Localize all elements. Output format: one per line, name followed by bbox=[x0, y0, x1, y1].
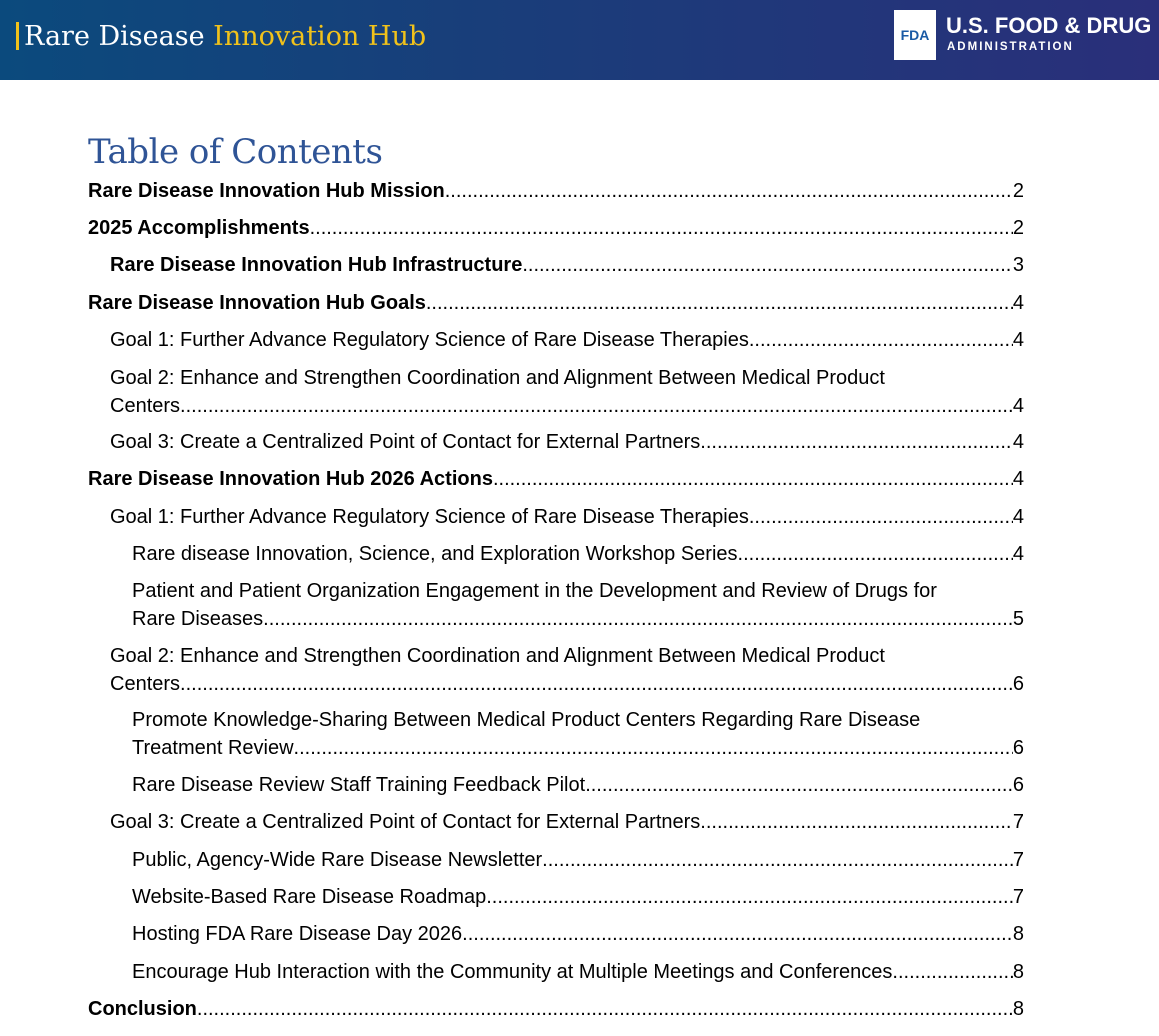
toc-page-number: 6 bbox=[1012, 774, 1024, 796]
toc-page-number: 3 bbox=[1012, 254, 1024, 276]
toc-entry-text: Rare Disease Innovation Hub Mission bbox=[88, 180, 445, 202]
toc-page-number: 2 bbox=[1012, 217, 1024, 239]
toc-leader bbox=[486, 883, 1013, 911]
toc-leader bbox=[700, 808, 1013, 836]
toc-entry-roadmap[interactable] bbox=[132, 883, 1024, 911]
toc-page-number: 7 bbox=[1012, 886, 1024, 908]
toc-leader bbox=[180, 392, 1013, 420]
toc-entry-text: Goal 3: Create a Centralized Point of Contact for External Partners bbox=[110, 811, 701, 833]
toc-page-number: 8 bbox=[1012, 998, 1024, 1020]
toc-leader bbox=[749, 503, 1013, 531]
toc-entry-text: Hosting FDA Rare Disease Day 2026 bbox=[132, 923, 463, 945]
toc-page-number: 7 bbox=[1012, 849, 1024, 871]
toc-page-number: 4 bbox=[1012, 506, 1024, 528]
toc-entry-rare-disease-day[interactable] bbox=[132, 920, 1024, 948]
toc-entry-text-line2: Centers bbox=[110, 395, 181, 417]
toc-entry-text: Rare Disease Review Staff Training Feedback Pilot bbox=[132, 774, 586, 796]
toc-leader bbox=[738, 540, 1013, 568]
toc-entry-actions-goal-3[interactable] bbox=[110, 808, 1024, 836]
toc-entry-patient-engagement[interactable] bbox=[132, 577, 1024, 633]
toc-entry-text: 2025 Accomplishments bbox=[88, 217, 310, 239]
hub-title-white: Rare Disease bbox=[24, 21, 214, 52]
toc-entry-training-pilot[interactable] bbox=[132, 771, 1024, 799]
toc-leader bbox=[197, 995, 1013, 1023]
toc-entry-newsletter[interactable] bbox=[132, 846, 1024, 874]
toc-leader bbox=[310, 214, 1013, 242]
toc-entry-goal-2[interactable] bbox=[110, 364, 1024, 420]
toc-entry-workshop-series[interactable] bbox=[132, 540, 1024, 568]
toc-entry-text: Rare Disease Innovation Hub 2026 Actions bbox=[88, 468, 493, 490]
fda-logo-icon: FDA bbox=[894, 10, 936, 60]
toc-entry-knowledge-sharing[interactable] bbox=[132, 706, 1024, 762]
toc-page-number: 4 bbox=[1012, 395, 1024, 417]
toc-entry-community-meetings[interactable] bbox=[132, 958, 1024, 986]
hub-title-gold: Innovation Hub bbox=[213, 21, 427, 52]
toc-page-number: 5 bbox=[1012, 608, 1024, 630]
toc-page-number: 4 bbox=[1012, 292, 1024, 314]
toc-leader bbox=[294, 734, 1013, 762]
toc-leader bbox=[426, 289, 1013, 317]
toc-entry-text-line1: Goal 2: Enhance and Strengthen Coordination and Alignment Between Medical Product bbox=[110, 367, 885, 389]
hub-title bbox=[16, 19, 426, 55]
toc-entry-text: Goal 1: Further Advance Regulatory Science of Rare Disease Therapies bbox=[110, 506, 749, 528]
toc-leader bbox=[585, 771, 1013, 799]
toc-leader bbox=[493, 465, 1013, 493]
toc-leader bbox=[462, 920, 1013, 948]
toc-leader bbox=[180, 670, 1013, 698]
toc-leader bbox=[542, 846, 1013, 874]
toc-leader bbox=[892, 958, 1012, 986]
toc-entry-text: Conclusion bbox=[88, 998, 197, 1020]
toc-entry-text-line2: Rare Diseases bbox=[132, 608, 264, 630]
toc-entry-text: Rare Disease Innovation Hub Infrastructure bbox=[110, 254, 523, 276]
toc-entry-hub-goals[interactable] bbox=[88, 289, 1024, 317]
toc-page-number: 4 bbox=[1012, 329, 1024, 351]
toc-entry-conclusion[interactable] bbox=[88, 995, 1024, 1023]
toc-entry-text: Encourage Hub Interaction with the Community at Multiple Meetings and Conferences bbox=[132, 961, 893, 983]
title-accent-bar bbox=[16, 22, 19, 50]
toc-leader bbox=[445, 177, 1013, 205]
toc-page-number: 4 bbox=[1012, 431, 1024, 453]
toc-entry-text-line1: Patient and Patient Organization Engagement in the Development and Review of Drugs for bbox=[132, 580, 937, 602]
toc-entry-text: Public, Agency-Wide Rare Disease Newsletter bbox=[132, 849, 543, 871]
toc-entry-text-line2: Treatment Review bbox=[132, 737, 294, 759]
toc-entry-actions-goal-2[interactable] bbox=[110, 642, 1024, 698]
toc-entry-2026-actions[interactable] bbox=[88, 465, 1024, 493]
toc-page-number: 2 bbox=[1012, 180, 1024, 202]
toc-entry-text: Goal 3: Create a Centralized Point of Contact for External Partners bbox=[110, 431, 701, 453]
toc-entry-hub-infrastructure[interactable] bbox=[110, 251, 1024, 279]
toc-leader bbox=[700, 428, 1013, 456]
toc-page-number: 6 bbox=[1012, 737, 1024, 759]
toc-entry-text: Rare Disease Innovation Hub Goals bbox=[88, 292, 426, 314]
toc-leader bbox=[749, 326, 1013, 354]
toc-entry-2025-accomplishments[interactable] bbox=[88, 214, 1024, 242]
toc-leader bbox=[263, 605, 1013, 633]
toc-entry-text-line1: Goal 2: Enhance and Strengthen Coordination and Alignment Between Medical Product bbox=[110, 645, 885, 667]
toc-entry-text-line1: Promote Knowledge-Sharing Between Medical Product Centers Regarding Rare Disease bbox=[132, 709, 921, 731]
toc-page-number: 7 bbox=[1012, 811, 1024, 833]
agency-subtitle: ADMINISTRATION bbox=[947, 41, 1074, 53]
toc-page-number: 4 bbox=[1012, 468, 1024, 490]
toc-page-number: 8 bbox=[1012, 961, 1024, 983]
toc-title: Table of Contents bbox=[88, 132, 383, 172]
page-header bbox=[0, 0, 1159, 80]
agency-name: U.S. FOOD & DRUG bbox=[946, 13, 1152, 38]
toc-entry-text: Rare disease Innovation, Science, and Exploration Workshop Series bbox=[132, 543, 738, 565]
toc-entry-goal-3[interactable] bbox=[110, 428, 1024, 456]
toc-page-number: 6 bbox=[1012, 673, 1024, 695]
toc-entry-actions-goal-1[interactable] bbox=[110, 503, 1024, 531]
toc-page-number: 4 bbox=[1012, 543, 1024, 565]
toc-entry-goal-1[interactable] bbox=[110, 326, 1024, 354]
toc-entry-hub-mission[interactable] bbox=[88, 177, 1024, 205]
toc-entry-text: Goal 1: Further Advance Regulatory Science of Rare Disease Therapies bbox=[110, 329, 749, 351]
toc-page-number: 8 bbox=[1012, 923, 1024, 945]
toc-leader bbox=[522, 251, 1013, 279]
toc-entry-text: Website-Based Rare Disease Roadmap bbox=[132, 886, 487, 908]
toc-entry-text-line2: Centers bbox=[110, 673, 181, 695]
